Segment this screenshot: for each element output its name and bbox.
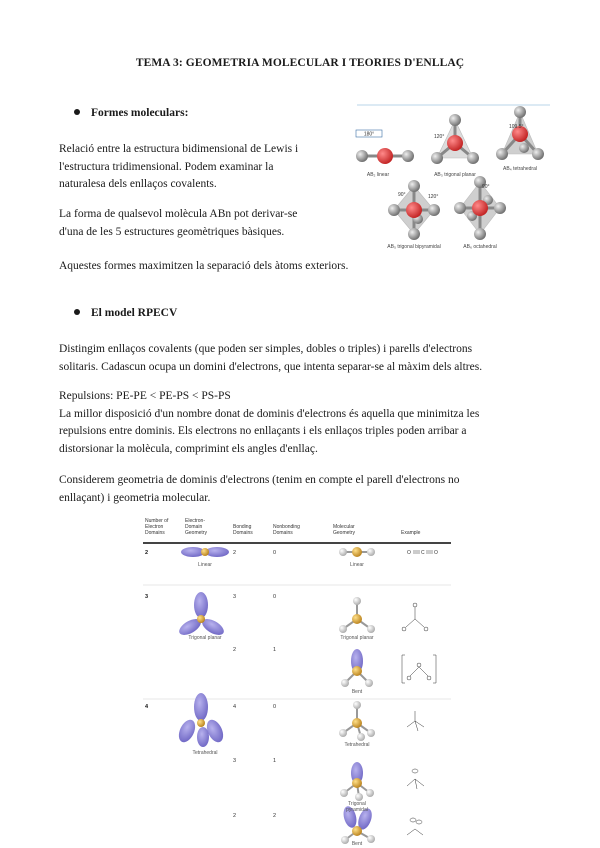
angle-label: 180° xyxy=(363,131,375,138)
page-title: TEMA 3: GEOMETRIA MOLECULAR I TEORIES D'ENLLAÇ xyxy=(135,57,465,69)
linear-domain-icon xyxy=(181,547,229,557)
cell-nonbonding: 0 xyxy=(273,704,277,710)
cell-bonding: 3 xyxy=(233,594,237,600)
paragraph-considerem: Considerem geometria de dominis d'electrons (tenim en compte el parell d'electrons no enllaçant) i geometria molecular. xyxy=(59,474,460,504)
cell-mg: Tetrahedral xyxy=(344,742,370,748)
header-nonbonding: Nonbonding Domains xyxy=(273,524,300,536)
header-domain-geometry: Electron- Domain Geometry xyxy=(185,518,207,536)
tetrahedral-molecule-icon xyxy=(496,106,544,172)
angle-label: 90° xyxy=(482,184,490,190)
section-heading-formes: Formes moleculars: xyxy=(74,107,188,119)
cell-edg: Linear xyxy=(198,562,212,568)
trigonal-planar-molecule-icon xyxy=(339,597,375,633)
cell-bonding: 2 xyxy=(233,813,237,819)
trigonal-planar-domain-icon xyxy=(177,592,227,638)
header-bonding: Bonding Domains xyxy=(233,524,253,536)
cell-bonding: 2 xyxy=(233,647,237,653)
tetrahedral-molecule-icon xyxy=(339,701,375,741)
cell-nonbonding: 0 xyxy=(273,594,277,600)
trigonal-bipyramidal-molecule-icon xyxy=(387,180,440,250)
cell-bonding: 2 xyxy=(233,550,237,556)
paragraph-abn: La forma de qualsevol molècula ABn pot derivar-se d'una de les 5 estructures geomètriques bàsiques. xyxy=(59,208,298,238)
cell-bonding: 3 xyxy=(233,758,237,764)
nh3-example-icon xyxy=(407,769,424,789)
shape-label: AB₂ linear xyxy=(366,172,390,178)
cell-domains: 4 xyxy=(145,704,149,710)
cell-domains: 3 xyxy=(145,594,149,600)
shape-label: AB₅ trigonal bipyramidal xyxy=(387,244,441,250)
cell-mg: Linear xyxy=(350,562,364,568)
bullet-icon xyxy=(74,109,80,115)
cell-mg: Trigonal planar xyxy=(340,635,374,641)
bf3-example-icon xyxy=(402,603,428,631)
paragraph-distingim: Distingim enllaços covalents (que poden ser simples, dobles o triples) i parells d'electrons solitaris. Cadascun ocupa un domini d'electrons, que intenta separar-se al màxim dels altres. xyxy=(59,343,483,373)
header-electron-domains: Number of Electron Domains xyxy=(145,518,169,536)
no2-example-icon xyxy=(402,655,436,683)
cell-mg: Bent xyxy=(351,841,363,847)
svg-text:O: O xyxy=(407,550,411,556)
table-drawings xyxy=(143,543,451,846)
cell-nonbonding: 1 xyxy=(273,647,277,653)
molecular-shapes-figure xyxy=(352,98,552,250)
cell-nonbonding: 0 xyxy=(273,550,277,556)
cell-edg: Trigonal planar xyxy=(188,635,222,641)
bullet-icon xyxy=(74,309,80,315)
svg-text:C: C xyxy=(421,550,425,556)
svg-text:O: O xyxy=(434,550,438,556)
cell-mg: Bent xyxy=(351,689,363,695)
shape-label: AB₆ octahedral xyxy=(463,244,497,250)
cell-bonding: 4 xyxy=(233,704,237,710)
header-molecular-geometry: Molecular Geometry xyxy=(333,524,355,536)
header-example: Example xyxy=(401,530,421,536)
linear-molecule-icon xyxy=(339,547,375,557)
angle-label: 109.5° xyxy=(509,124,524,130)
paragraph-lewis: Relació entre la estructura bidimensional de Lewis i l'estructura tridimensional. Podem examinar la naturalesa dels enllaços covalents. xyxy=(59,143,299,190)
angle-label: 120° xyxy=(428,194,439,200)
section-heading-rpecv: El model RPECV xyxy=(74,307,177,319)
paragraph-maximize: Aquestes formes maximitzen la separació dels àtoms exteriors. xyxy=(59,260,349,272)
cell-mg: Trigonal pyramidal xyxy=(346,801,368,813)
ch4-example-icon xyxy=(407,711,424,731)
tetrahedral-domain-icon xyxy=(176,693,227,747)
bent-molecule-icon xyxy=(341,649,373,687)
cell-edg: Tetrahedral xyxy=(192,750,218,756)
co2-example-icon xyxy=(407,550,438,556)
shape-label: AB₄ tetrahedral xyxy=(502,166,538,172)
shape-label: AB₃ trigonal planar xyxy=(434,172,476,178)
cell-nonbonding: 2 xyxy=(273,813,277,819)
trigonal-planar-molecule-icon xyxy=(431,114,479,178)
angle-label: 90° xyxy=(398,192,406,198)
repulsions-line: Repulsions: PE-PE < PE-PS < PS-PS xyxy=(59,390,231,402)
trigonal-pyramidal-molecule-icon xyxy=(340,762,374,801)
paragraph-repulsions: Repulsions: PE-PE < PE-PS < PS-PS La millor disposició d'un nombre donat de dominis d'electrons és aquella que minimitza les repulsions entre dominis. Els electrons no enllaçants i els enllaços triples poden arribar a distorsionar la molècula, comprimint els angles d'enllaç. xyxy=(59,390,480,455)
cell-nonbonding: 1 xyxy=(273,758,277,764)
angle-label: 120° xyxy=(434,134,445,140)
cell-domains: 2 xyxy=(145,550,149,556)
octahedral-molecule-icon xyxy=(454,176,506,250)
h2o-example-icon xyxy=(407,818,423,835)
linear-molecule-icon xyxy=(356,130,414,178)
vsepr-table xyxy=(143,516,451,846)
